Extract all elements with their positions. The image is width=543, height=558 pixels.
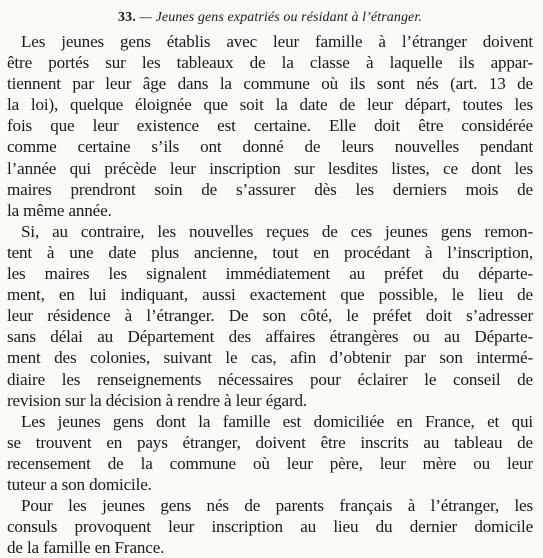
text-line: la même année. bbox=[7, 200, 112, 220]
text-line: tiennent par leur âge dans la commune où ils sont nés (art. 13 de bbox=[7, 74, 533, 94]
section-heading bbox=[7, 9, 533, 27]
text-line: recensement de la commune où leur père, leur mère ou leur bbox=[7, 453, 533, 473]
text-line: Si, au contraire, les nouvelles reçues de ces jeunes gens remon- bbox=[21, 221, 533, 241]
text-line: tuteur a son domicile. bbox=[7, 474, 152, 494]
text-line: se trouvent en pays étranger, doivent être inscrits au tableau de bbox=[7, 432, 533, 452]
text-line: sans délai au Département des affaires étrangères ou au Départe- bbox=[7, 327, 533, 347]
body-text bbox=[7, 31, 533, 558]
paragraph bbox=[7, 31, 533, 221]
text-line: Pour les jeunes gens nés de parents français à l’étranger, les bbox=[21, 496, 533, 516]
text-line: diaire les renseignements nécessaires pour éclairer le conseil de bbox=[7, 369, 533, 389]
text-line: la loi), quelque éloignée que soit la date de leur départ, toutes les bbox=[7, 95, 533, 115]
section-title: — Jeunes gens expatriés ou résidant à l’étranger. bbox=[139, 10, 422, 25]
text-line: revision sur la décision à rendre à leur égard. bbox=[7, 390, 308, 410]
text-line: Les jeunes gens établis avec leur famille à l’étranger doivent bbox=[21, 32, 533, 51]
text-line: l’année qui précède leur inscription sur lesdites listes, ce dont les bbox=[7, 158, 533, 178]
text-line: être portés sur les tableaux de la classe à laquelle ils appar- bbox=[7, 53, 533, 73]
paragraph bbox=[7, 495, 533, 558]
text-line: les maires les signalent immédiatement au préfet du départe- bbox=[7, 264, 533, 284]
text-line: comme certaine s’ils ont donné de leurs nouvelles pendant bbox=[7, 137, 533, 157]
text-line: tent à une date plus ancienne, tout en procédant à l’inscription, bbox=[7, 242, 533, 262]
text-line: Les jeunes gens dont la famille est domiciliée en France, et qui bbox=[21, 411, 533, 431]
text-line: de la famille en France. bbox=[7, 538, 165, 558]
text-line: ment, en lui indiquant, aussi exactement que possible, le lieu de bbox=[7, 285, 533, 305]
text-line: consuls provoquent leur inscription au lieu du dernier domicile bbox=[7, 517, 533, 537]
text-line: leur résidence à l’étranger. De son côté, le préfet doit s’adresser bbox=[7, 306, 533, 326]
text-line: ment des colonies, suivant le cas, afin d’obtenir par son intermé- bbox=[7, 348, 533, 368]
paragraph bbox=[7, 411, 533, 495]
paragraph bbox=[7, 221, 533, 411]
section-number: 33. bbox=[118, 10, 136, 25]
text-line: maires prendront soin de s’assurer dès les derniers mois de bbox=[7, 179, 533, 199]
text-line: fois que leur existence est certaine. Elle doit être considérée bbox=[7, 116, 533, 136]
